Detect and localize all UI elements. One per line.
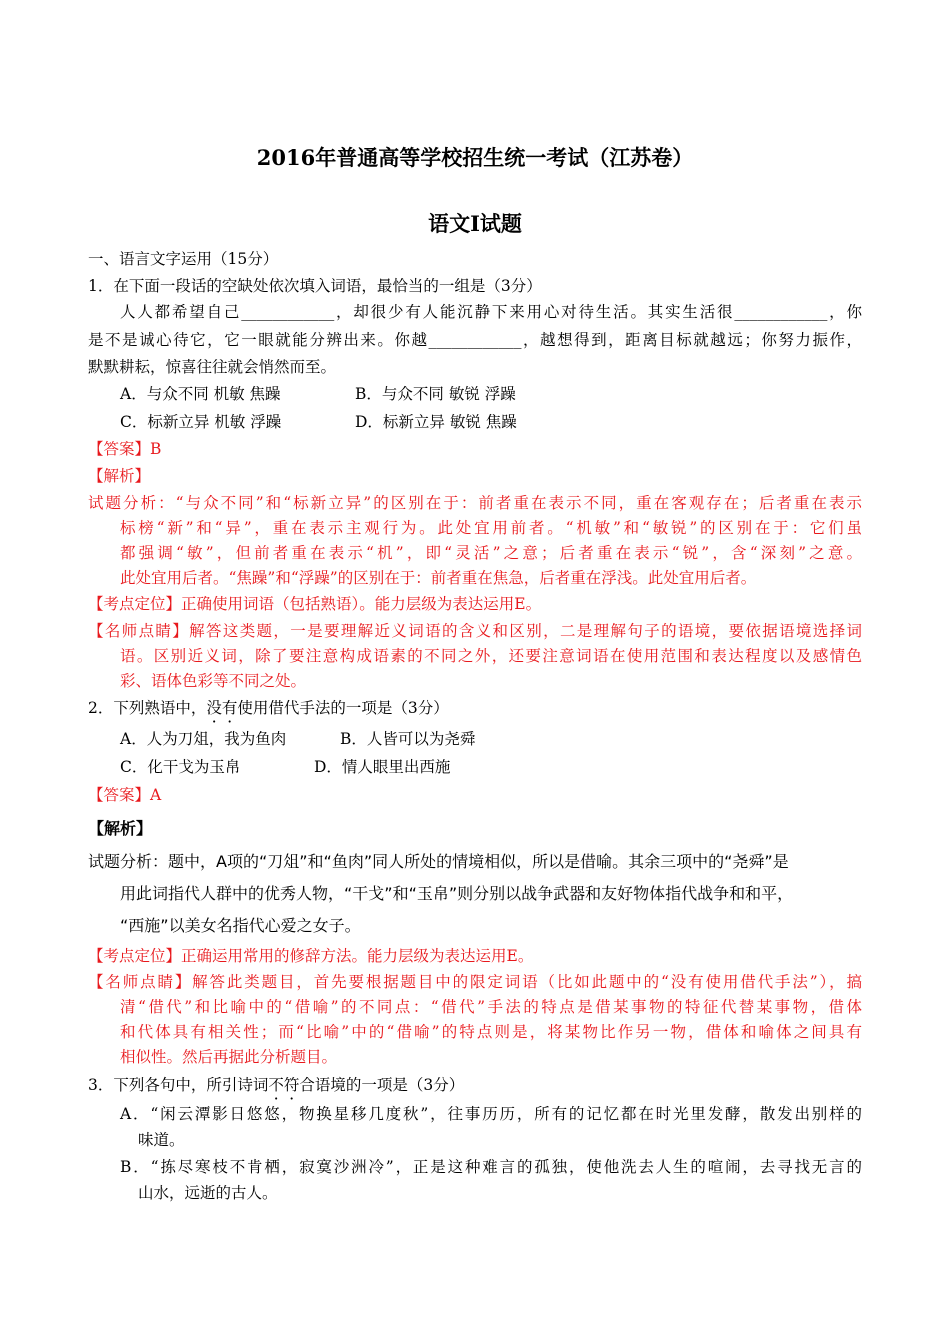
section-heading: 一、语言文字运用（15分） <box>88 250 279 268</box>
q3-option-a-line: A．“闲云潭影日悠悠，物换星移几度秋”，往事历历，所有的记忆都在时光里发酵，散发出别样的 <box>120 1105 862 1123</box>
q1-option-a: A．与众不同 机敏 焦躁 <box>120 385 281 403</box>
q2-stem-pre: 2．下列熟语中， <box>88 699 207 717</box>
q3-option-a-line: 味道。 <box>138 1131 185 1149</box>
q2-analysis-line: 试题分析：题中，A项的“刀俎”和“鱼肉”同人所处的情境相似，所以是借喻。其余三项中的“尧舜”是 <box>88 852 789 871</box>
q2-option-a: A．人为刀俎，我为鱼肉 <box>120 730 287 748</box>
q2-mingshi-line: 相似性。然后再据此分析题目。 <box>120 1048 338 1066</box>
question-3-stem <box>88 1075 464 1095</box>
q2-option-c: C．化干戈为玉帛 <box>120 758 241 776</box>
q2-stem-post: 使用借代手法的一项是（3分） <box>237 699 449 717</box>
q2-option-d: D．情人眼里出西施 <box>314 758 451 776</box>
q1-kaodian: 【考点定位】正确使用词语（包括熟语）。能力层级为表达运用E。 <box>88 595 542 613</box>
q1-option-b: B．与众不同 敏锐 浮躁 <box>355 385 516 403</box>
q1-analysis-line: 此处宜用后者。“焦躁”和“浮躁”的区别在于：前者重在焦急，后者重在浮浅。此处宜用后者。 <box>120 569 757 587</box>
q1-passage-line: 默默耕耘，惊喜往往就会悄然而至。 <box>88 358 337 376</box>
q1-mingshi-line: 【名师点睛】解答这类题，一是要理解近义词语的含义和区别，二是理解句子的语境，要依据语境选择词 <box>88 622 862 640</box>
q1-passage-line: 是不是诚心待它，它一眼就能分辨出来。你越____________，越想得到，距离目标就越远；你努力振作， <box>88 331 862 349</box>
q3-emphasis-char: 符 <box>283 1076 300 1094</box>
q2-analysis-line: 用此词指代人群中的优秀人物，“干戈”和“玉帛”则分别以战争武器和友好物体指代战争和和平， <box>120 884 794 903</box>
question-2-stem <box>88 698 449 718</box>
q2-option-b: B．人皆可以为尧舜 <box>340 730 476 748</box>
paper-subtitle: 语文I试题 <box>428 211 522 236</box>
q2-mingshi-line: 和代体具有相关性；而“比喻”中的“借喻”的特点则是，将某物比作另一物，借体和喻体之间具有 <box>120 1023 862 1041</box>
q1-mingshi-line: 语。区别近义词，除了要注意构成语素的不同之外，还要注意词语在使用范围和表达程度以及感情色 <box>120 647 862 665</box>
q1-analysis-line: 标榜“新”和“异”，重在表示主观行为。此处宜用前者。“机敏”和“敏锐”的区别在于：它们虽 <box>120 519 862 537</box>
q2-analysis-label: 【解析】 <box>88 819 153 838</box>
q2-analysis-line: “西施”以美女名指代心爱之女子。 <box>120 916 361 935</box>
q2-mingshi-line: 清“借代”和比喻中的“借喻”的不同点：“借代”手法的特点是借某事物的特征代替某事物，借体 <box>120 998 862 1016</box>
q1-analysis-label: 【解析】 <box>88 467 151 485</box>
q1-analysis-line: 试题分析：“与众不同”和“标新立异”的区别在于：前者重在表示不同，重在客观存在；后者重在表示 <box>88 494 862 512</box>
q3-emphasis-char: 不 <box>268 1076 284 1094</box>
q1-option-c: C．标新立异 机敏 浮躁 <box>120 413 282 431</box>
q2-kaodian: 【考点定位】正确运用常用的修辞方法。能力层级为表达运用E。 <box>88 947 534 965</box>
exam-title: 2016年普通高等学校招生统一考试（江苏卷） <box>256 145 694 170</box>
q2-mingshi-line: 【名师点睛】解答此类题目，首先要根据题目中的限定词语（比如此题中的“没有使用借代手法”），搞 <box>88 973 862 991</box>
q1-option-d: D．标新立异 敏锐 焦躁 <box>355 413 517 431</box>
q3-option-b-line: B．“拣尽寒枝不肯栖，寂寞沙洲冷”，正是这种难言的孤独，使他洗去人生的喧闹，去寻找无言的 <box>120 1158 862 1176</box>
q1-analysis-line: 都强调“敏”，但前者重在表示“机”，即“灵活”之意；后者重在表示“锐”，含“深刻”之意。 <box>120 544 862 562</box>
q3-option-b-line: 山水，远逝的古人。 <box>138 1184 278 1202</box>
q3-stem-post: 合语境的一项是（3分） <box>299 1076 465 1094</box>
q2-answer: 【答案】A <box>88 786 162 804</box>
q2-emphasis-char: 有 <box>221 699 238 717</box>
q1-mingshi-line: 彩、语体色彩等不同之处。 <box>120 672 307 690</box>
q2-emphasis-char: 没 <box>206 699 222 717</box>
q1-answer: 【答案】B <box>88 440 162 458</box>
question-1-stem: 1．在下面一段话的空缺处依次填入词语，最恰当的一组是（3分） <box>88 277 542 295</box>
q1-passage-line: 人人都希望自己____________，却很少有人能沉静下来用心对待生活。其实生活很____________，你 <box>120 303 862 321</box>
q3-stem-pre: 3．下列各句中，所引诗词 <box>88 1076 269 1094</box>
